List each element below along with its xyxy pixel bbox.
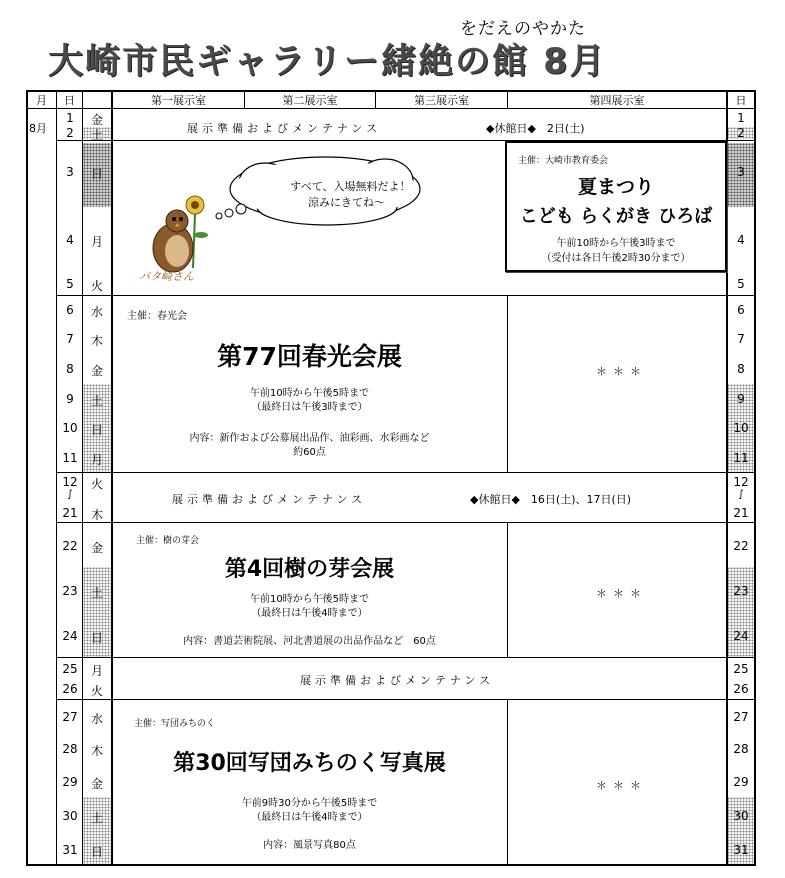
page-title: 大崎市民ギャラリー緒絶の館 8月 <box>48 42 607 82</box>
right-day-num: 1 <box>737 111 745 125</box>
right-day-num: 12 <box>733 475 749 489</box>
weekday: 水 <box>90 712 103 726</box>
day-num: 24 <box>62 629 78 643</box>
weekday: 土 <box>90 394 103 408</box>
day-num: 3 <box>66 165 74 179</box>
ex2-content: 内容：書道芸術院展、河北書道展の出品作品など 60点 <box>183 636 436 647</box>
ex1-last: （最終日は午後3時まで） <box>251 402 368 413</box>
day-num: 8 <box>66 362 74 376</box>
room4-empty-mark: ＊＊＊ <box>596 779 647 792</box>
ex1-count: 約60点 <box>293 447 326 458</box>
weekday: 日 <box>90 167 103 181</box>
right-day-num: 21 <box>733 506 749 520</box>
weekday: 水 <box>90 305 103 319</box>
weekday: 金 <box>90 541 103 555</box>
room4-empty-mark: ＊＊＊ <box>596 365 647 378</box>
day-num: 23 <box>62 584 78 598</box>
weekday: 日 <box>90 631 103 645</box>
day-num: 9 <box>66 392 74 406</box>
shade-right-23-24 <box>727 567 755 657</box>
day-num: 7 <box>66 332 74 346</box>
ex3-last: （最終日は午後4時まで） <box>251 812 368 823</box>
mascot-name: パタ崎さん <box>139 270 194 283</box>
weekday: 火 <box>90 684 103 698</box>
day-num: 4 <box>66 233 74 247</box>
ex1-content: 内容：新作および公募展出品作、油彩画、水彩画など <box>189 433 430 444</box>
ex3-host: 主催：写団みちのく <box>134 719 216 729</box>
weekday: 金 <box>90 113 103 127</box>
title-ruby: をだえのやかた <box>460 19 586 39</box>
right-day-num: 27 <box>733 710 749 724</box>
header-room-1: 第一展示室 <box>151 93 206 107</box>
weekday: 金 <box>90 364 103 378</box>
right-day-num: 22 <box>733 539 749 553</box>
header-room-3: 第三展示室 <box>414 93 469 107</box>
right-range-mark: ∫ <box>738 489 744 500</box>
right-day-num: 7 <box>737 332 745 346</box>
day-num: 10 <box>62 421 78 435</box>
header-day-right: 日 <box>735 93 747 107</box>
right-day-num: 28 <box>733 742 749 756</box>
ex3-title: 第30回写団みちのく写真展 <box>173 751 446 776</box>
natsu-host: 主催：大崎市教育委会 <box>518 156 609 166</box>
weekday: 土 <box>90 586 103 600</box>
speech-bubble-line: 涼みにきてね～ <box>308 196 385 209</box>
maintenance-text: 展示準備およびメンテナンス <box>172 493 367 506</box>
weekday: 木 <box>90 508 103 522</box>
right-day-num: 4 <box>737 233 745 247</box>
header-room-2: 第二展示室 <box>282 93 338 107</box>
day-num: 25 <box>62 662 78 676</box>
day-num: 21 <box>62 506 78 520</box>
day-num: 28 <box>62 742 78 756</box>
weekday: 日 <box>90 845 103 859</box>
day-num: 30 <box>62 809 78 823</box>
right-day-num: 10 <box>733 421 749 435</box>
right-day-num: 23 <box>733 584 749 598</box>
ex1-host: 主催：春光会 <box>127 311 187 322</box>
right-day-num: 11 <box>733 451 749 465</box>
right-day-num: 6 <box>737 303 745 317</box>
ex2-last: （最終日は午後4時まで） <box>251 608 368 619</box>
ex3-time: 午前9時30分から午後5時まで <box>241 798 378 809</box>
weekday: 木 <box>90 334 103 348</box>
ex2-host: 主催：樹の芽会 <box>136 536 200 546</box>
header-room-4: 第四展示室 <box>589 93 645 107</box>
weekday: 月 <box>90 235 103 249</box>
day-num: 1 <box>66 111 74 125</box>
day-num: 2 <box>66 126 74 140</box>
weekday: 月 <box>90 453 103 467</box>
right-day-num: 24 <box>733 629 749 643</box>
day-num: 5 <box>66 277 74 291</box>
right-day-num: 31 <box>733 843 749 857</box>
maintenance-text: 展示準備およびメンテナンス <box>300 674 495 687</box>
weekday: 日 <box>90 423 103 437</box>
right-day-num: 2 <box>737 126 745 140</box>
ex2-title: 第4回樹の芽会展 <box>224 557 395 582</box>
header-month: 月 <box>36 93 47 107</box>
right-day-num: 26 <box>733 682 749 696</box>
day-num: 11 <box>62 451 78 465</box>
day-num: 27 <box>62 710 78 724</box>
weekday: 木 <box>90 744 103 758</box>
day-num: 6 <box>66 303 74 317</box>
weekday: 土 <box>90 128 103 142</box>
maintenance-text: 展示準備およびメンテナンス <box>187 122 382 135</box>
month-label: 8月 <box>29 122 47 135</box>
natsu-subtitle: こども らくがき ひろば <box>519 206 713 227</box>
range-mark: ∫ <box>67 489 73 500</box>
natsu-time: 午前10時から午後3時まで <box>556 238 676 249</box>
right-day-num: 5 <box>737 277 745 291</box>
speech-bubble-line: すべて、入場無料だよ！ <box>290 180 411 193</box>
ex2-time: 午前10時から午後5時まで <box>249 594 370 605</box>
right-day-num: 30 <box>733 809 749 823</box>
weekday: 月 <box>90 664 103 678</box>
right-day-num: 8 <box>737 362 745 376</box>
day-num: 22 <box>62 539 78 553</box>
room4-empty-mark: ＊＊＊ <box>596 587 647 600</box>
right-day-num: 25 <box>733 662 749 676</box>
right-day-num: 3 <box>737 165 745 179</box>
closed-day-note: ◆休館日◆ 2日(土) <box>486 122 585 135</box>
right-day-num: 29 <box>733 775 749 789</box>
day-num: 31 <box>62 843 78 857</box>
natsu-note: （受付は各日午後2時30分まで） <box>541 253 691 264</box>
day-num: 12 <box>62 475 78 489</box>
ex1-time: 午前10時から午後5時まで <box>249 388 370 399</box>
day-num: 26 <box>62 682 78 696</box>
right-day-num: 9 <box>737 392 745 406</box>
closed-day-note: ◆休館日◆ 16日(土)、17日(日) <box>470 493 632 506</box>
natsu-title: 夏まつり <box>577 176 654 198</box>
header-day: 日 <box>64 93 75 107</box>
weekday: 土 <box>90 811 103 825</box>
day-num: 29 <box>62 775 78 789</box>
ex3-content: 内容：風景写真80点 <box>263 840 356 851</box>
weekday: 火 <box>90 477 103 491</box>
weekday: 火 <box>90 279 103 293</box>
weekday: 金 <box>90 777 103 791</box>
ex1-title: 第77回春光会展 <box>217 342 402 371</box>
